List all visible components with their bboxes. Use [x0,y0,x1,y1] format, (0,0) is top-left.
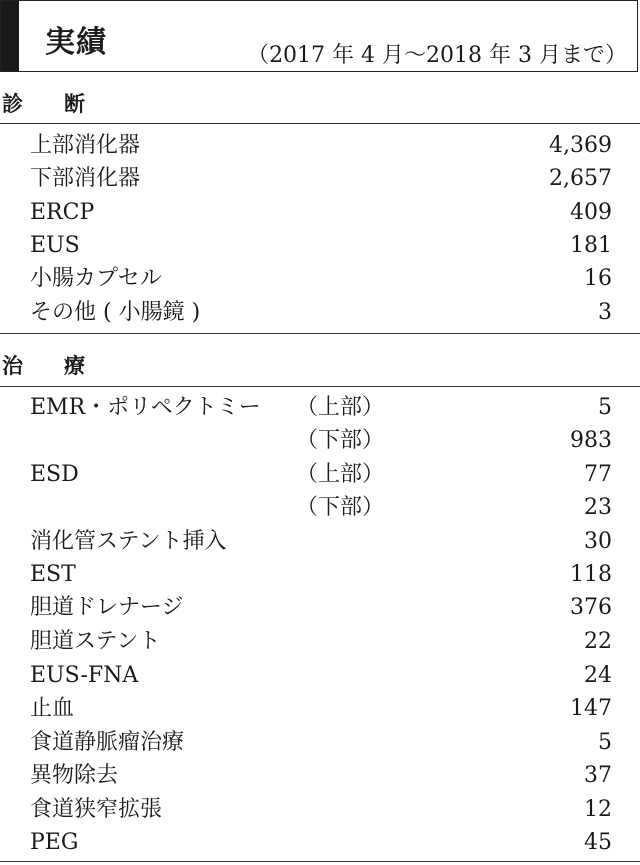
table-row [0,196,640,229]
table-row [0,162,640,195]
page-title: 実績 [45,25,107,60]
row-name: 上部消化器 [30,133,141,158]
row-sublabel: （下部） [296,428,385,453]
row-value: 30 [584,529,612,554]
table-row [0,458,640,491]
row-name: 消化管ステント挿入 [30,529,227,554]
row-value: 2,657 [549,166,612,191]
section-rule-bottom [0,861,640,862]
table-row [0,558,640,591]
row-value: 181 [570,233,612,258]
row-name: EUS-FNA [30,663,139,688]
row-name: ESD [30,462,79,487]
table-row [0,129,640,162]
row-name: EST [30,562,76,587]
row-name: 胆道ステント [30,629,161,654]
table-row [0,826,640,859]
row-value: 24 [584,663,612,688]
section-rule-bottom [0,333,640,334]
page-header [0,0,638,72]
table-row [0,424,640,457]
table-row [0,759,640,792]
row-value: 409 [570,200,612,225]
table-row [0,659,640,692]
row-value: 5 [598,395,612,420]
table-row [0,525,640,558]
row-name: EUS [30,233,80,258]
row-value: 376 [570,595,612,620]
table-row [0,591,640,624]
row-name: その他 ( 小腸鏡 ) [30,300,201,325]
row-value: 37 [584,763,612,788]
row-name: 止血 [30,696,75,721]
row-sublabel: （上部） [296,462,385,487]
row-name: 胆道ドレナージ [30,595,184,620]
section-title-treatment: 治 療 [2,354,95,378]
row-value: 4,369 [549,133,612,158]
table-row [0,793,640,826]
table-row [0,726,640,759]
row-sublabel: （下部） [296,495,385,520]
table-row [0,491,640,524]
row-value: 118 [570,562,612,587]
section-rule-top [0,386,640,387]
row-name: ERCP [30,200,95,225]
table-row [0,391,640,424]
row-value: 12 [584,797,612,822]
row-value: 3 [598,300,612,325]
row-value: 23 [584,495,612,520]
row-name: 下部消化器 [30,166,141,191]
header-accent-bar [1,1,19,71]
table-row [0,262,640,295]
row-value: 77 [584,462,612,487]
table-row [0,229,640,262]
row-name: 食道狭窄拡張 [30,797,163,822]
section-title-diagnosis: 診 断 [2,92,95,116]
row-name: 小腸カプセル [30,266,162,291]
row-value: 16 [584,266,612,291]
row-value: 147 [570,696,612,721]
row-value: 983 [570,428,612,453]
row-name: PEG [30,830,79,855]
table-row [0,692,640,725]
row-name: 異物除去 [30,763,119,788]
row-name: 食道静脈瘤治療 [30,730,185,755]
row-value: 5 [598,730,612,755]
row-sublabel: （上部） [296,395,385,420]
section-rule-top [0,123,640,124]
row-name: EMR・ポリペクトミー [30,395,261,420]
row-value: 45 [584,830,612,855]
row-value: 22 [584,629,612,654]
table-row [0,625,640,658]
period-label: （2017 年 4 月〜2018 年 3 月まで） [247,43,627,68]
table-row [0,296,640,329]
